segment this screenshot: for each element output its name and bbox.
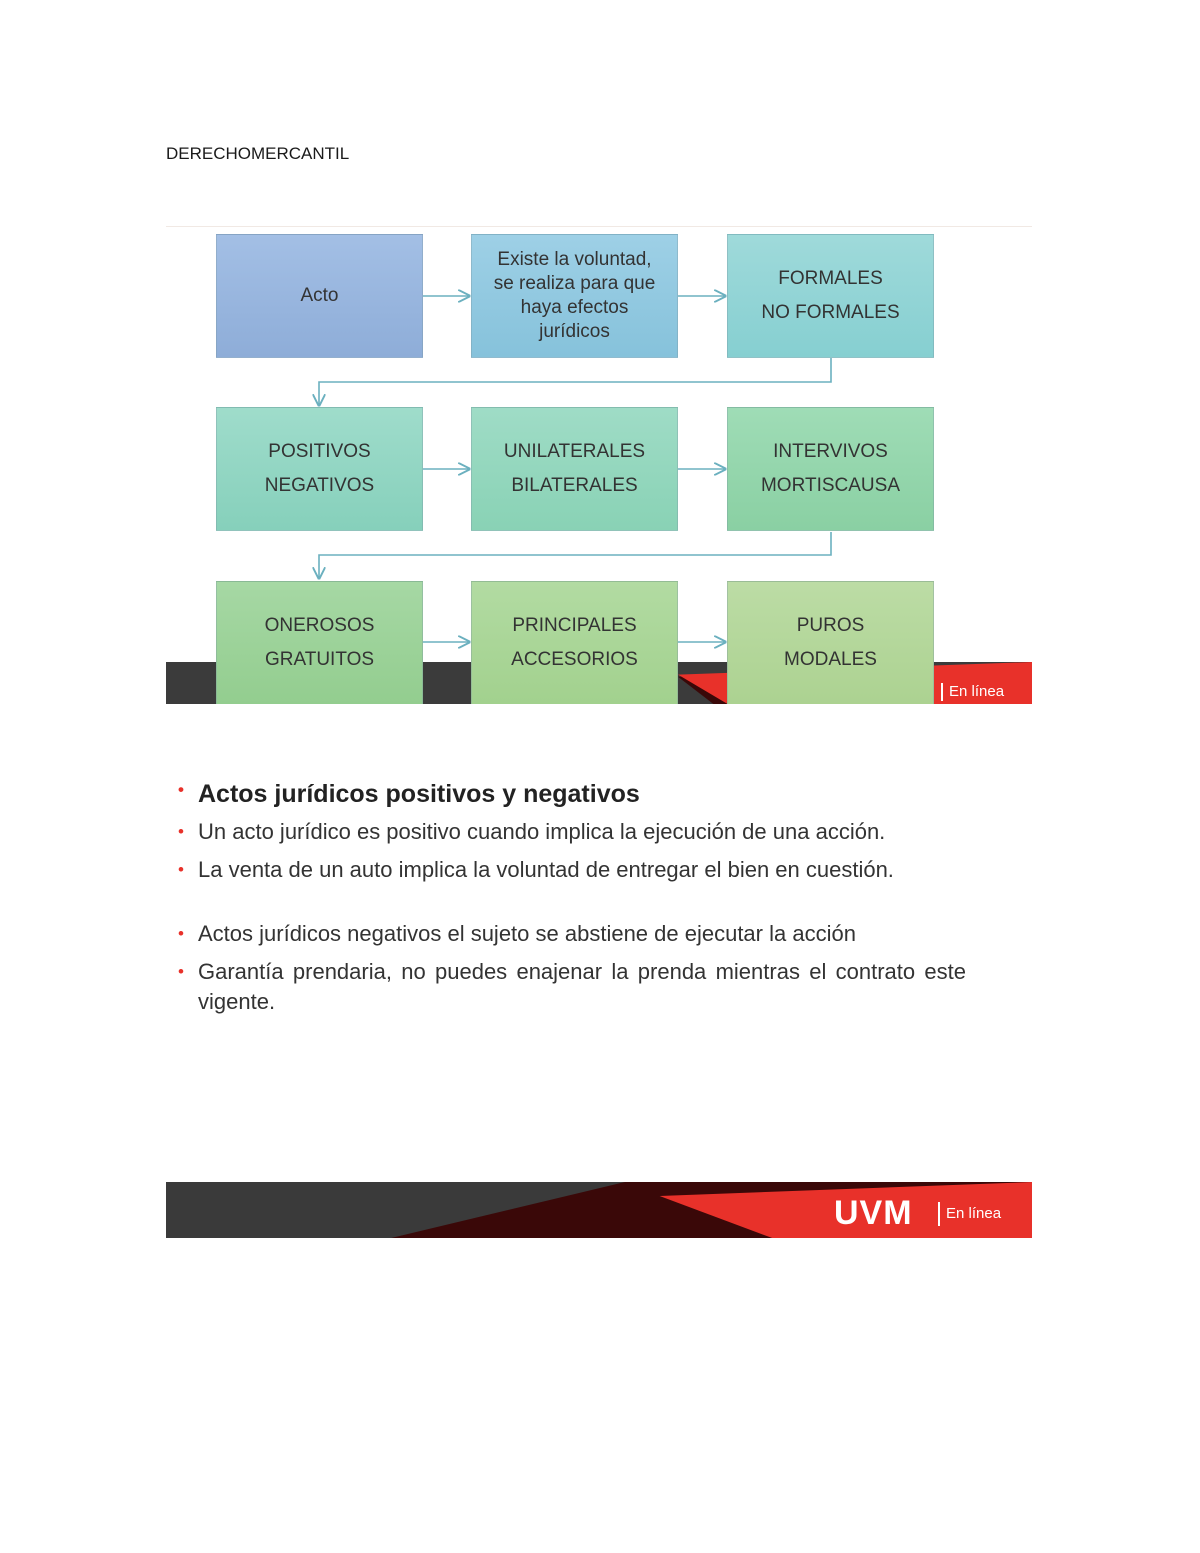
box-text: Acto (300, 285, 339, 306)
box-text: MODALES (784, 649, 877, 670)
box-text: MORTISCAUSA (760, 475, 900, 496)
bullet-icon: • (178, 924, 184, 943)
box-text: UNILATERALES (503, 441, 646, 462)
box-text: GRATUITOS (264, 649, 375, 670)
box-formales (727, 234, 934, 358)
box-intervivos (727, 407, 934, 531)
box-puros (727, 581, 934, 704)
arrow-intervivos-onerosos (319, 532, 831, 578)
box-text: INTERVIVOS (773, 441, 888, 462)
heading-text: Actos jurídicos positivos y negativos (198, 780, 640, 808)
en-linea-tag: En línea (938, 1202, 1001, 1226)
box-text: PRINCIPALES (512, 615, 637, 636)
box-text: POSITIVOS (268, 441, 371, 462)
bullet-text: Garantía prendaria, no puedes enajenar la prenda mientras el contrato este vigente. (198, 959, 966, 1014)
box-unilaterales (471, 407, 678, 531)
box-text: ACCESORIOS (511, 649, 638, 670)
document-title: DERECHOMERCANTIL (166, 144, 350, 163)
box-text: haya efectos (520, 297, 629, 318)
uvm-logo: UVM (834, 1194, 913, 1232)
bullet-text: Un acto jurídico es positivo cuando implica la ejecución de una acción. (198, 819, 886, 844)
bullet-icon: • (178, 962, 184, 981)
bullet-item (176, 817, 966, 847)
box-text: jurídicos (539, 321, 610, 342)
bullet-list (176, 780, 966, 1025)
box-positivos (216, 407, 423, 531)
box-onerosos (216, 581, 423, 704)
arrow-formales-positivos (319, 358, 831, 405)
box-text: BILATERALES (511, 475, 638, 496)
bullet-item (176, 919, 966, 949)
bullet-text: Actos jurídicos negativos el sujeto se abstiene de ejecutar la acción (198, 921, 856, 946)
bullet-icon: • (178, 822, 184, 841)
bullet-item (176, 957, 966, 1017)
slide-heading (176, 780, 966, 809)
box-principales (471, 581, 678, 704)
box-text: PUROS (796, 615, 865, 636)
box-acto (216, 234, 423, 358)
box-text: ONEROSOS (264, 615, 375, 636)
bullet-text: La venta de un auto implica la voluntad de entregar el bien en cuestión. (198, 857, 894, 882)
diagram-slide (166, 226, 1032, 704)
bullet-icon: • (178, 780, 184, 799)
box-text: Existe la voluntad, (497, 249, 652, 270)
box-text: se realiza para que (493, 273, 656, 294)
box-existe-voluntad (471, 234, 678, 358)
en-linea-tag: En línea (941, 683, 1004, 701)
box-text: NO FORMALES (761, 302, 900, 323)
box-text: FORMALES (778, 268, 883, 289)
bullet-item (176, 855, 966, 885)
box-text: NEGATIVOS (264, 475, 375, 496)
text-slide (166, 770, 1032, 1238)
bullet-icon: • (178, 860, 184, 879)
